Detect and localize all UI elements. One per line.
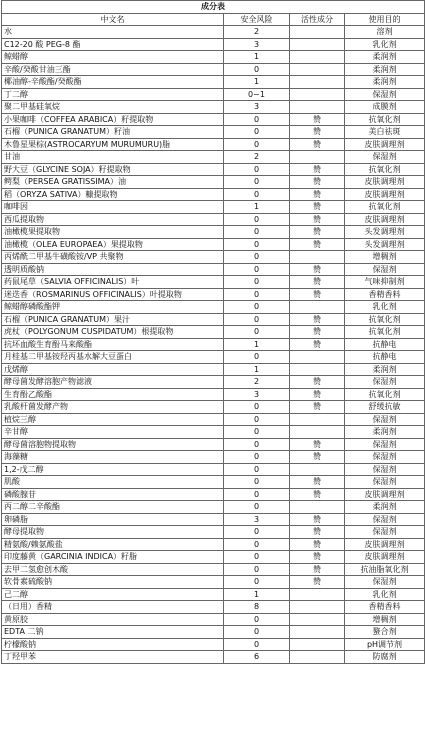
usage-purpose: 保湿剂 [345,463,425,476]
table-row [2,338,425,351]
active-ingredient: 赞 [290,263,345,276]
active-ingredient [290,501,345,514]
active-ingredient [290,301,345,314]
ingredient-name: 迷迭香（ROSMARINUS OFFICINALIS）叶提取物 [2,288,224,301]
active-ingredient: 赞 [290,176,345,189]
safety-risk: 2 [224,26,290,39]
usage-purpose: 增稠剂 [345,613,425,626]
active-ingredient [290,63,345,76]
table-row [2,188,425,201]
ingredient-name: 1,2-戊二醇 [2,463,224,476]
active-ingredient [290,351,345,364]
table-row [2,526,425,539]
ingredient-name: EDTA 二钠 [2,626,224,639]
active-ingredient: 赞 [290,551,345,564]
table-row [2,438,425,451]
active-ingredient [290,626,345,639]
ingredient-name: 抗坏血酸生育酚马来酸酯 [2,338,224,351]
header-active: 活性成分 [290,13,345,26]
ingredient-name: 丙烯酰二甲基牛磺酸铵/VP 共聚物 [2,251,224,264]
usage-purpose: 气味抑制剂 [345,276,425,289]
safety-risk: 3 [224,513,290,526]
ingredient-name: 磷酸腺苷 [2,488,224,501]
active-ingredient: 赞 [290,576,345,589]
safety-risk: 0 [224,138,290,151]
safety-risk: 3 [224,101,290,114]
table-row [2,238,425,251]
ingredient-name: 木鲁星果棕(ASTROCARYUM MURUMURU)脂 [2,138,224,151]
table-row [2,213,425,226]
ingredient-name: 聚二甲基硅氧烷 [2,101,224,114]
table-row [2,376,425,389]
active-ingredient: 赞 [290,313,345,326]
ingredient-name: 野大豆（GLYCINE SOJA）籽提取物 [2,163,224,176]
ingredient-name: 石榴（PUNICA GRANATUM）果汁 [2,313,224,326]
usage-purpose: 柔润剂 [345,51,425,64]
ingredient-name: 酵母菌溶胞物提取物 [2,438,224,451]
safety-risk: 0 [224,226,290,239]
active-ingredient: 赞 [290,226,345,239]
table-row [2,538,425,551]
active-ingredient [290,26,345,39]
usage-purpose: 皮肤调理剂 [345,138,425,151]
ingredient-name: 石榴（PUNICA GRANATUM）籽油 [2,126,224,139]
safety-risk: 1 [224,338,290,351]
safety-risk: 0 [224,638,290,651]
table-row [2,613,425,626]
safety-risk: 0 [224,263,290,276]
active-ingredient [290,51,345,64]
usage-purpose: 抗氧化剂 [345,113,425,126]
ingredient-name: 乳酸杆菌发酵产物 [2,401,224,414]
ingredient-name: 鲸蜡醇磷酸酯钾 [2,301,224,314]
safety-risk: 0 [224,126,290,139]
active-ingredient [290,413,345,426]
table-row [2,501,425,514]
table-body [2,26,425,664]
safety-risk: 1 [224,76,290,89]
active-ingredient: 赞 [290,201,345,214]
usage-purpose: 抗氧化剂 [345,388,425,401]
active-ingredient: 赞 [290,126,345,139]
table-row [2,426,425,439]
table-row [2,576,425,589]
active-ingredient: 赞 [290,563,345,576]
table-row [2,588,425,601]
safety-risk: 0 [224,213,290,226]
usage-purpose: 抗氧化剂 [345,201,425,214]
table-row [2,126,425,139]
ingredient-name: 甘油 [2,151,224,164]
active-ingredient [290,601,345,614]
active-ingredient: 赞 [290,513,345,526]
active-ingredient [290,38,345,51]
ingredient-name: 软骨素硫酸钠 [2,576,224,589]
table-row [2,113,425,126]
ingredient-name: 己二醇 [2,588,224,601]
safety-risk: 0 [224,401,290,414]
usage-purpose: 保湿剂 [345,376,425,389]
usage-purpose: 美白祛斑 [345,126,425,139]
table-row [2,151,425,164]
usage-purpose: 保湿剂 [345,88,425,101]
ingredient-name: 印度藤黄（GARCINIA INDICA）籽脂 [2,551,224,564]
table-row [2,563,425,576]
ingredient-name: 水 [2,26,224,39]
safety-risk: 3 [224,38,290,51]
table-row [2,101,425,114]
table-title: 成分表 [2,1,425,14]
usage-purpose: 保湿剂 [345,151,425,164]
ingredient-name: 辛酸/癸酸甘油三酯 [2,63,224,76]
usage-purpose: 螯合剂 [345,626,425,639]
table-row [2,513,425,526]
table-row [2,363,425,376]
ingredient-name: 月桂基二甲基铵羟丙基水解大豆蛋白 [2,351,224,364]
safety-risk: 0 [224,301,290,314]
safety-risk: 0 [224,63,290,76]
ingredient-name: 辛甘醇 [2,426,224,439]
usage-purpose: 香精香料 [345,601,425,614]
table-row [2,76,425,89]
usage-purpose: 皮肤调理剂 [345,551,425,564]
usage-purpose: 皮肤调理剂 [345,213,425,226]
safety-risk: 0~1 [224,88,290,101]
header-purpose: 使用目的 [345,13,425,26]
active-ingredient: 赞 [290,288,345,301]
table-row [2,651,425,664]
active-ingredient: 赞 [290,376,345,389]
usage-purpose: 柔润剂 [345,426,425,439]
safety-risk: 6 [224,651,290,664]
table-row [2,326,425,339]
table-title-row [2,1,425,14]
safety-risk: 0 [224,426,290,439]
active-ingredient: 赞 [290,538,345,551]
ingredient-table [1,0,425,664]
safety-risk: 0 [224,563,290,576]
safety-risk: 0 [224,413,290,426]
table-row [2,488,425,501]
usage-purpose: 皮肤调理剂 [345,488,425,501]
usage-purpose: 柔润剂 [345,63,425,76]
active-ingredient: 赞 [290,113,345,126]
table-row [2,51,425,64]
ingredient-name: 植烷三醇 [2,413,224,426]
usage-purpose: 保湿剂 [345,451,425,464]
usage-purpose: 头发调理剂 [345,238,425,251]
safety-risk: 0 [224,613,290,626]
table-row [2,476,425,489]
usage-purpose: 保湿剂 [345,476,425,489]
active-ingredient: 赞 [290,476,345,489]
active-ingredient: 赞 [290,488,345,501]
ingredient-name: 丁二醇 [2,88,224,101]
ingredient-name: 卵磷脂 [2,513,224,526]
active-ingredient: 赞 [290,388,345,401]
header-risk: 安全风险 [224,13,290,26]
safety-risk: 3 [224,388,290,401]
table-row [2,201,425,214]
ingredient-name: 黄原胶 [2,613,224,626]
ingredient-name: 去甲二氢愈创木酸 [2,563,224,576]
usage-purpose: 抗氧化剂 [345,313,425,326]
active-ingredient: 赞 [290,138,345,151]
active-ingredient: 赞 [290,213,345,226]
active-ingredient: 赞 [290,276,345,289]
safety-risk: 0 [224,526,290,539]
usage-purpose: 头发调理剂 [345,226,425,239]
safety-risk: 2 [224,151,290,164]
table-row [2,88,425,101]
safety-risk: 0 [224,438,290,451]
ingredient-name: C12-20 酸 PEG-8 酯 [2,38,224,51]
ingredient-table-container [1,0,424,664]
active-ingredient [290,151,345,164]
safety-risk: 0 [224,538,290,551]
safety-risk: 0 [224,163,290,176]
table-row [2,163,425,176]
ingredient-name: 酵母提取物 [2,526,224,539]
usage-purpose: 柔润剂 [345,76,425,89]
usage-purpose: 皮肤调理剂 [345,176,425,189]
safety-risk: 0 [224,576,290,589]
active-ingredient: 赞 [290,326,345,339]
active-ingredient: 赞 [290,451,345,464]
table-row [2,388,425,401]
ingredient-name: 生育酚乙酸酯 [2,388,224,401]
active-ingredient [290,76,345,89]
usage-purpose: 乳化剂 [345,301,425,314]
table-header-row [2,13,425,26]
safety-risk: 0 [224,476,290,489]
ingredient-name: 西瓜提取物 [2,213,224,226]
header-name: 中文名 [2,13,224,26]
safety-risk: 0 [224,501,290,514]
table-row [2,63,425,76]
ingredient-name: 油橄榄果提取物 [2,226,224,239]
active-ingredient [290,638,345,651]
usage-purpose: 乳化剂 [345,38,425,51]
active-ingredient [290,251,345,264]
ingredient-name: 酵母菌发酵溶胞产物滤液 [2,376,224,389]
ingredient-name: 咖啡因 [2,201,224,214]
ingredient-name: 肌酸 [2,476,224,489]
safety-risk: 0 [224,451,290,464]
active-ingredient: 赞 [290,526,345,539]
table-row [2,626,425,639]
table-row [2,176,425,189]
safety-risk: 0 [224,276,290,289]
ingredient-name: 鲸蜡醇 [2,51,224,64]
active-ingredient: 赞 [290,188,345,201]
table-row [2,401,425,414]
safety-risk: 0 [224,188,290,201]
usage-purpose: 溶剂 [345,26,425,39]
table-row [2,288,425,301]
usage-purpose: 防腐剂 [345,651,425,664]
usage-purpose: 香精香料 [345,288,425,301]
ingredient-name: 透明质酸钠 [2,263,224,276]
safety-risk: 1 [224,51,290,64]
safety-risk: 0 [224,488,290,501]
active-ingredient: 赞 [290,338,345,351]
ingredient-name: 油橄榄（OLEA EUROPAEA）果提取物 [2,238,224,251]
usage-purpose: 抗氧化剂 [345,326,425,339]
active-ingredient [290,426,345,439]
table-row [2,551,425,564]
table-row [2,413,425,426]
safety-risk: 1 [224,363,290,376]
safety-risk: 8 [224,601,290,614]
usage-purpose: 保湿剂 [345,576,425,589]
ingredient-name: 鳄梨（PERSEA GRATISSIMA）油 [2,176,224,189]
ingredient-name: 药鼠尾草（SALVIA OFFICINALIS）叶 [2,276,224,289]
safety-risk: 0 [224,176,290,189]
table-row [2,251,425,264]
ingredient-name: 小果咖啡（COFFEA ARABICA）籽提取物 [2,113,224,126]
table-row [2,638,425,651]
ingredient-name: 稻（ORYZA SATIVA）糠提取物 [2,188,224,201]
safety-risk: 0 [224,313,290,326]
active-ingredient [290,651,345,664]
active-ingredient [290,363,345,376]
table-row [2,263,425,276]
usage-purpose: 柔润剂 [345,501,425,514]
safety-risk: 0 [224,626,290,639]
table-row [2,601,425,614]
table-row [2,26,425,39]
safety-risk: 1 [224,588,290,601]
safety-risk: 2 [224,376,290,389]
table-row [2,38,425,51]
ingredient-name: 精氨酸/赖氨酸盐 [2,538,224,551]
usage-purpose: 保湿剂 [345,263,425,276]
active-ingredient [290,463,345,476]
active-ingredient: 赞 [290,438,345,451]
safety-risk: 0 [224,551,290,564]
table-row [2,351,425,364]
usage-purpose: 柔润剂 [345,363,425,376]
ingredient-name: 丙二醇二辛酸酯 [2,501,224,514]
active-ingredient [290,588,345,601]
safety-risk: 0 [224,463,290,476]
active-ingredient: 赞 [290,163,345,176]
table-row [2,226,425,239]
usage-purpose: 保湿剂 [345,413,425,426]
usage-purpose: 保湿剂 [345,526,425,539]
safety-risk: 0 [224,351,290,364]
table-row [2,313,425,326]
usage-purpose: 抗氧化剂 [345,163,425,176]
usage-purpose: pH调节剂 [345,638,425,651]
usage-purpose: 保湿剂 [345,438,425,451]
safety-risk: 0 [224,288,290,301]
usage-purpose: 抗静电 [345,338,425,351]
table-row [2,301,425,314]
safety-risk: 0 [224,113,290,126]
ingredient-name: 丁羟甲苯 [2,651,224,664]
safety-risk: 0 [224,251,290,264]
usage-purpose: 抗静电 [345,351,425,364]
table-row [2,463,425,476]
table-row [2,451,425,464]
usage-purpose: 成膜剂 [345,101,425,114]
usage-purpose: 乳化剂 [345,588,425,601]
ingredient-name: 柠檬酸钠 [2,638,224,651]
safety-risk: 1 [224,201,290,214]
active-ingredient [290,613,345,626]
usage-purpose: 增稠剂 [345,251,425,264]
ingredient-name: 虎杖（POLYGONUM CUSPIDATUM）根提取物 [2,326,224,339]
active-ingredient: 赞 [290,238,345,251]
active-ingredient [290,101,345,114]
safety-risk: 0 [224,326,290,339]
active-ingredient: 赞 [290,401,345,414]
ingredient-name: 海藻糖 [2,451,224,464]
ingredient-name: 椰油醇-辛酸酯/癸酸酯 [2,76,224,89]
table-row [2,276,425,289]
usage-purpose: 皮肤调理剂 [345,188,425,201]
active-ingredient [290,88,345,101]
safety-risk: 0 [224,238,290,251]
usage-purpose: 皮肤调理剂 [345,538,425,551]
table-row [2,138,425,151]
ingredient-name: （日用）香精 [2,601,224,614]
usage-purpose: 保湿剂 [345,513,425,526]
usage-purpose: 抗油脂氧化剂 [345,563,425,576]
usage-purpose: 舒缓抗敏 [345,401,425,414]
ingredient-name: 戊烯醇 [2,363,224,376]
